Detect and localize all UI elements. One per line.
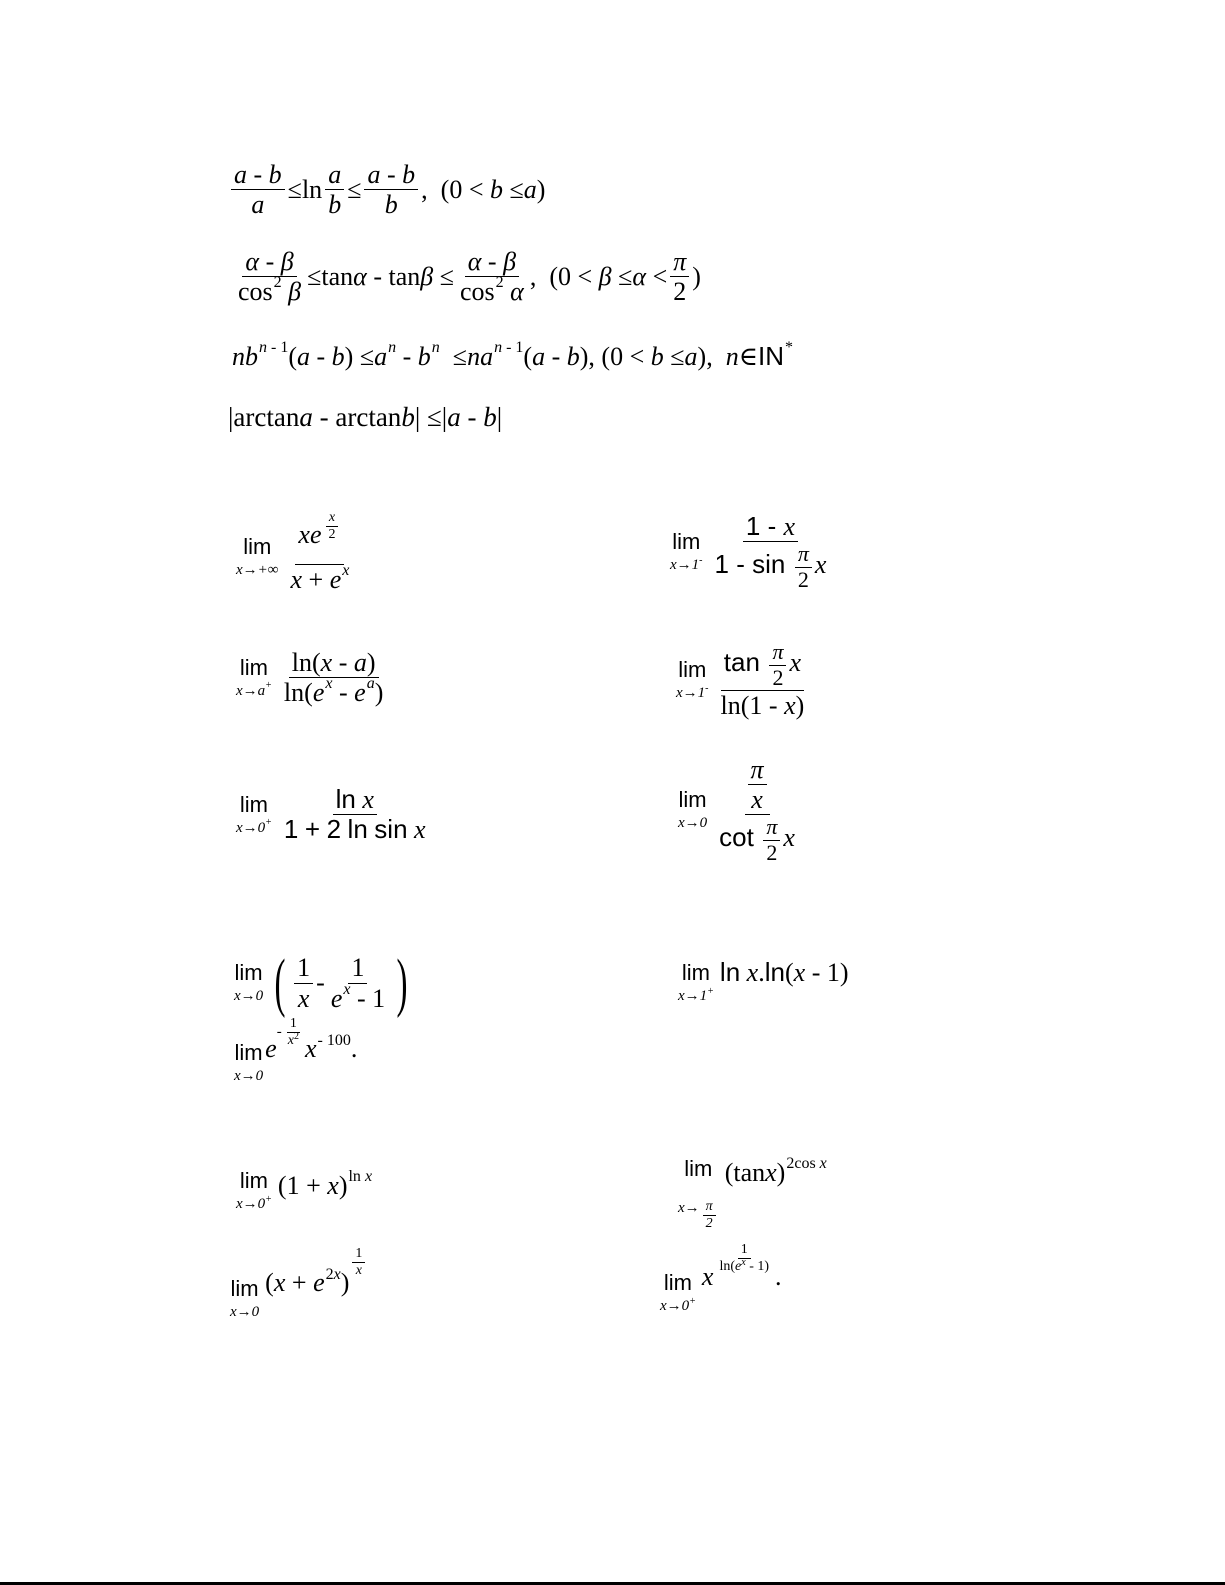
lim-operator: lim x → $\frac{\pi}{2}$: [678, 1158, 719, 1231]
limit-6: [678, 755, 801, 865]
limit-10: lim x → 0 + $(1 + x)^{ln x}$: [236, 1168, 373, 1212]
limit-1: [236, 510, 355, 595]
fraction: $\frac{\ln(x - a)}{\ln(e^x - e^a)}$: [283, 648, 384, 708]
inequality-ln: $\frac{a - b}{a}$ ≤ ln $\frac{a}{b}$ ≤ $\frac{a - b}{b}$ , ( 0 < b ≤ a ): [228, 160, 545, 219]
fraction: 1 - x 1 - sin $\frac{\pi}{2}$ x: [714, 511, 827, 592]
fraction: $\frac{a - b}{b}$: [364, 160, 418, 219]
limit-2: [670, 512, 832, 592]
fraction: $\frac{\alpha - \beta}{\cos^2 \beta}$: [238, 247, 302, 307]
fraction: tan $\frac{\pi}{2}$ x ln(1 - x): [720, 639, 805, 721]
lim-operator: lim x → 0: [230, 1276, 260, 1321]
lim-operator: lim x → 1 -: [676, 657, 709, 702]
fraction: $\frac{a}{b}$: [325, 160, 344, 219]
fraction: π x cot $\frac{\pi}{2}$ x: [719, 755, 795, 865]
fraction: $\frac{\pi}{2}$: [670, 247, 689, 306]
inequality-tan: $\frac{\alpha - \beta}{\cos^2 \beta}$ ≤ tan α - tan β ≤ $\frac{\alpha - \beta}{\cos^2 \alpha}$ , ( 0 < β ≤ α < $\frac{\pi}{2}$ ): [232, 247, 701, 306]
limit-8: lim x → 1 + ln x.ln(x - 1): [678, 957, 849, 1004]
inequality-arctan: | arctan a - arctan b | ≤ | a - b |: [228, 402, 503, 432]
lim-operator: lim x → 0 +: [660, 1270, 696, 1315]
lim-operator: lim x → 0: [234, 1040, 264, 1085]
fraction: $\frac{a - b}{a}$: [231, 160, 285, 219]
limit-12: lim x → 0 ( x + e 2x ) $\frac{1}{x}$: [230, 1264, 368, 1320]
lim-operator: lim x → +∞: [236, 534, 279, 579]
fraction: $\frac{1}{e^x - 1}$: [330, 953, 386, 1013]
limit-4: [676, 640, 810, 720]
fraction: xe $\frac{x}{2}$ $x + e^x$: [290, 510, 350, 595]
limit-9: lim x → 0 e - $\frac{1}{x^2}$ x - 100 .: [234, 1016, 358, 1085]
limit-3: [236, 648, 389, 707]
limit-13: lim x → 0 + x $\frac{1}{\ln(e^x - 1)}$ .: [660, 1242, 782, 1315]
lim-operator: lim x → 1 +: [678, 960, 714, 1004]
limit-7: lim x → 0 ( $\frac{1}{x}$ - $\frac{1}{e^x - 1}$ ): [234, 946, 408, 1019]
lim-operator: lim x → a +: [236, 654, 272, 699]
fraction: $\frac{1}{x}$: [294, 953, 313, 1012]
limit-11: lim x → $\frac{\pi}{2}$ $(\tan x)^{2cos x}$: [678, 1155, 827, 1231]
inequality-power: n b n - 1 ( a - b ) ≤ a n - b n ≤ n a n - 1 ( a - b ) , ( 0 < b ≤ a ) , n ∈ IN *: [232, 339, 793, 371]
lim-operator: lim x → 0 +: [236, 791, 272, 836]
limit-5: [236, 785, 432, 844]
lim-operator: lim x → 0: [678, 787, 708, 832]
fraction: $\frac{\alpha - \beta}{\cos^2 \alpha}$: [460, 247, 524, 307]
fraction: $\frac{\text{ln x}}{\text{1 + 2 ln sin x}}$: [283, 784, 426, 845]
lim-operator: lim x → 1 -: [670, 529, 703, 574]
lim-operator: lim x → 0: [234, 960, 264, 1004]
lim-operator: lim x → 0 +: [236, 1168, 272, 1212]
